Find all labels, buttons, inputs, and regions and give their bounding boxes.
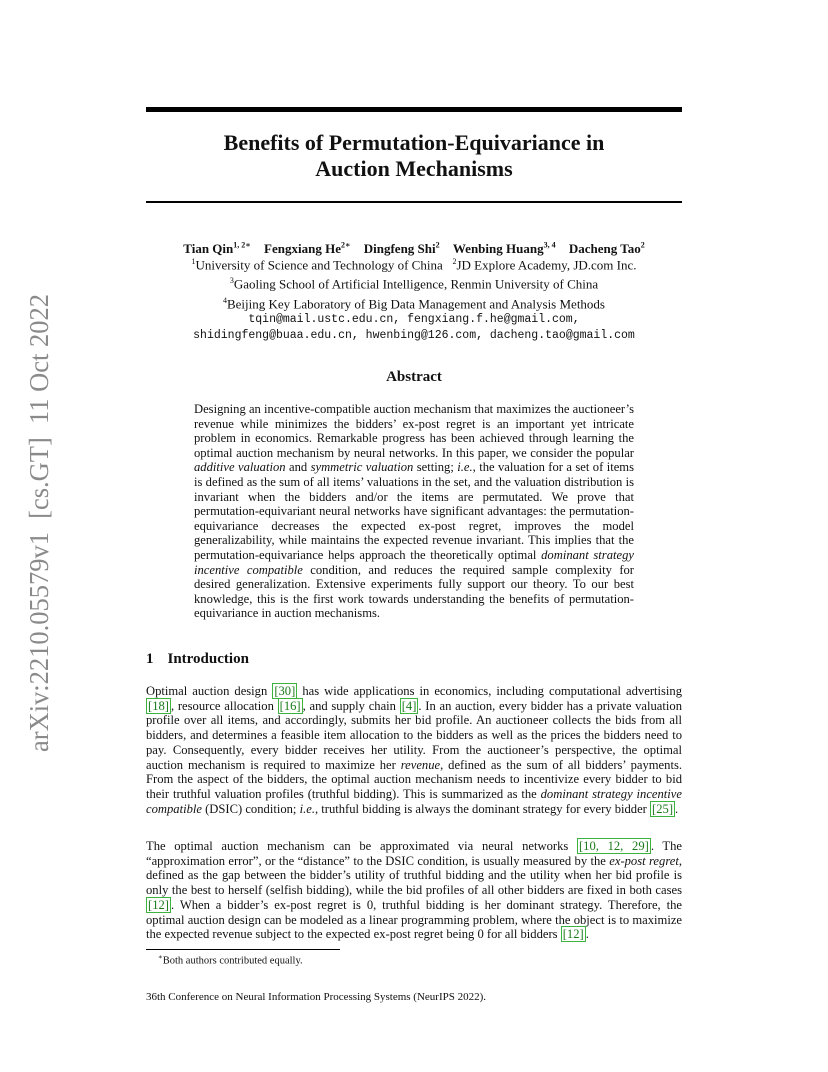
arxiv-stamp-text: arXiv:2210.05579v1 [cs.GT] 11 Oct 2022 [24,290,54,752]
intro-paragraph-1: Optimal auction design [30] has wide applications in economics, including computational advertising [18] , resource allocation [16] , and supply chain [4] . In an auction, every bidder has a private valuation profile over all items, and accordingly, submits her bid profile. An auctioneer collects the bids from all bidders, and determines a feasible item allocation to the bidders as well as the prices the bidders need to pay. Consequently, every bidder receives her utility. From the auctioneer’s perspective, the optimal auction mechanism is required to maximize her revenue, defined as the sum of all bidders’ payments. From the aspect of the bidders, the optimal auction mechanism needs to incentivize every bidder to bid their truthful valuation profiles (truthful bidding). This is summarized as the dominant strategy incentive compatible (DSIC) condition; i.e., truthful bidding is always the dominant strategy for every bidder [25] . [146,684,683,816]
citation-link[interactable]: [4] [401,698,417,713]
footnote [158,953,303,967]
author: Dingfeng Shi$^2$ [363,241,440,257]
citation-link[interactable]: [10, 12, 29] [578,839,649,853]
section-number: 1 [146,651,154,667]
arxiv-stamp-svg [10,290,58,760]
citation-link[interactable]: [18] [148,698,169,713]
author: Tian Qin$^{1, 2∗}$ [183,241,251,257]
footnote-rule [146,949,340,950]
section-title: Introduction [167,651,249,667]
affiliation-line-1: $^1$University of Science and Technology of China $^2$JD Explore Academy, JD.com Inc. [191,257,637,273]
title-line-2: Auction Mechanisms [315,156,513,181]
paper-title [146,130,682,182]
title-top-rule [146,107,682,112]
abstract-heading: Abstract [386,369,442,385]
intro-paragraph-2: The optimal auction mechanism can be approximated via neural networks [10, 12, 29] . The “approximation error”, or the “distance” to the DSIC condition, is usually measured by the ex-post regret, defined as the gap between the bidder’s utility of truthful bidding and the utility when her bid profile is only the best to herself (selfish bidding), while the bid profiles of all other bidders are fixed in both cases [12] . When a bidder’s ex-post regret is 0, truthful bidding is her dominant strategy. Therefore, the optimal auction design can be modeled as a linear programming problem, where the object is to maximize the expected revenue subject to the expected ex-post regret being 0 for all bidders [12] . [146,839,682,942]
arxiv-stamp [10,290,58,760]
author: Fengxiang $He^{2∗}$ [264,241,351,257]
author-emails-1[interactable]: tqin@mail.ustc.edu.cn, fengxiang.f.he@gmail.com, [248,312,580,326]
title-line-1: Benefits of Permutation-Equivariance in [223,130,605,155]
footnote-mark: ∗ [158,953,163,961]
citation-link[interactable]: [25] [652,801,674,816]
section-heading-introduction [146,651,263,668]
author: Dacheng Tao$^2$ [568,241,645,257]
citation-link[interactable]: [30] [274,684,296,698]
citation-link[interactable]: [12] [562,927,584,942]
title-bottom-rule [146,201,682,203]
conference-note: 36th Conference on Neural Information Processing Systems (NeurIPS 2022). [146,991,487,1003]
author-emails-2[interactable]: shidingfeng@buaa.edu.cn, hwenbing@126.com, dacheng.tao@gmail.com [193,328,635,342]
affiliation-line-3: $^4$Beijing Key Laboratory of Big Data Management and Analysis Methods [222,295,605,311]
abstract-body: Designing an incentive-compatible auction mechanism that maximizes the auctioneer’s revenue while minimizes the bidders’ ex-post regret is an important yet intricate problem in economics. Remarkable progress has been achieved through learning the optimal auction mechanism by neural networks. In this paper, we consider the popular additive valuation and symmetric valuation setting; i.e., the valuation for a set of items is defined as the sum of all items’ valuations in the set, and the valuation distribution is invariant when the bidders and/or the items are permutated. We prove that permutation-equivariant neural networks have significant advantages: the permutation-equivariance decreases the expected ex-post regret, improves the model generalizability, while maintains the expected revenue invariant. This implies that the permutation-equivariance helps approach the theoretically optimal dominant strategy incentive compatible condition, and reduces the required sample complexity for desired generalization. Extensive experiments fully support our theory. To our best knowledge, this is the first work towards understanding the benefits of permutation-equivariance in auction mechanisms. [194,402,634,621]
citation-link[interactable]: [16] [279,698,301,713]
citation-link[interactable]: [12] [148,897,169,912]
affiliations [120,254,708,344]
affiliation-line-2: $^3$Gaoling School of Artificial Intelligence, Renmin University of China [229,276,599,292]
author: Wenbing Huang$^{3, 4}$ [452,241,556,257]
footnote-text: Both authors contributed equally. [162,955,303,967]
